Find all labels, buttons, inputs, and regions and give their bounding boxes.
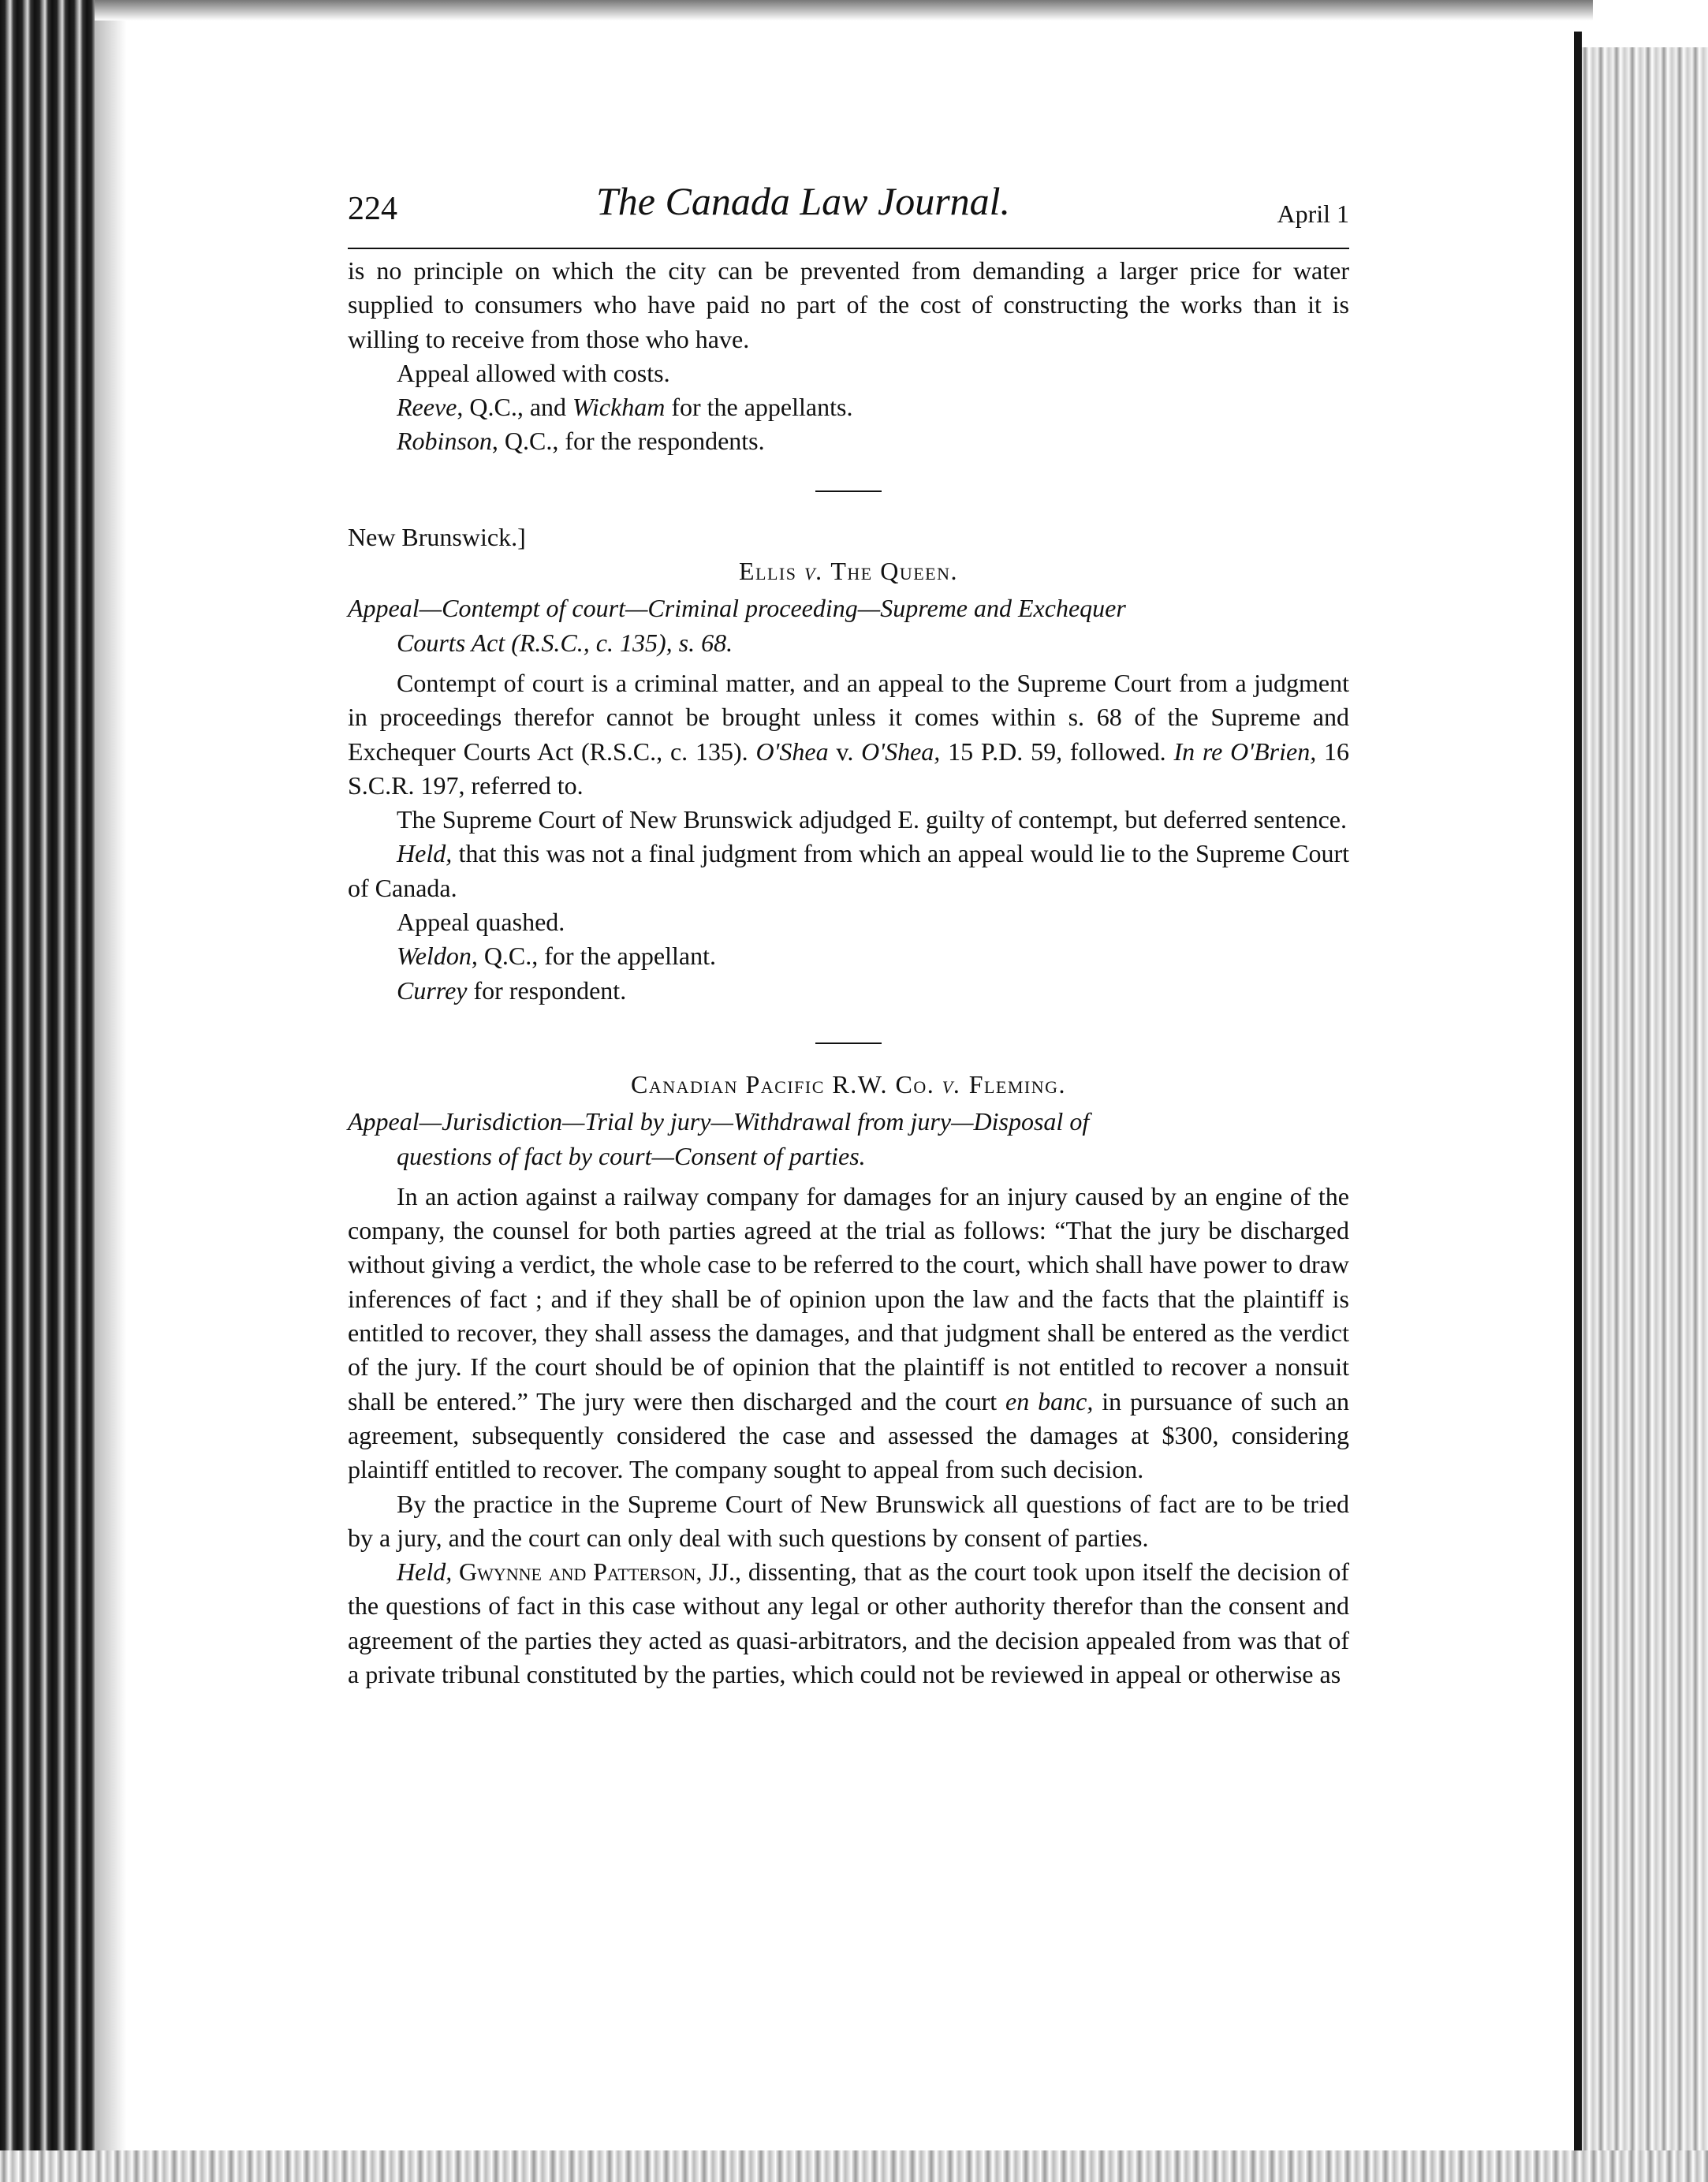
case2-counsel-appellant: [348, 939, 1349, 973]
scan-edge-top: [95, 0, 1593, 21]
counsel-text: , Q.C., and: [457, 393, 573, 422]
text: dissenting, that as the court took upon itself the decision of the questions of fact in this case without any legal or other authority therefor than the consent and agreement of the parties they acted as quasi-arbitrators, and the decision appealed from was that of a private tribunal constituted by the parties, which could not be reviewed in appeal or otherwise as: [348, 1557, 1350, 1688]
scan-edge-right: [1582, 47, 1708, 2182]
scan-edge-left-shadow: [95, 0, 126, 2182]
case-versus: v.: [942, 1069, 962, 1098]
case2-paragraph-1: [348, 666, 1349, 803]
case3-paragraph-2: By the practice in the Supreme Court of New Brunswick all questions of fact are to be tried by a jury, and the court can only deal with such questions by consent of parties.: [348, 1489, 1349, 1552]
case-headnote: [348, 1105, 1349, 1173]
case3-paragraph-1: [348, 1180, 1349, 1487]
case3-held: [348, 1555, 1349, 1692]
text: that this was not a final judgment from which an appeal would lie to the Supreme Court of Canada.: [348, 839, 1349, 902]
headnote-line: Appeal—Contempt of court—Criminal proceeding—Supreme and Exchequer: [348, 594, 1126, 623]
scan-edge-left: [0, 0, 95, 2182]
held-word: Held,: [397, 839, 453, 868]
case2-paragraph-2: The Supreme Court of New Brunswick adjudged E. guilty of contempt, but deferred sentence.: [397, 805, 1347, 834]
counsel-text: for the appellants.: [665, 393, 853, 422]
counsel-name: Robinson: [397, 427, 492, 456]
citation: O'Shea: [755, 737, 829, 766]
continued-paragraph: is no principle on which the city can be prevented from demanding a larger price for water supplied to consumers who have paid no part of the cost of constructing the works than it is willing to receive from those who have.: [348, 256, 1349, 353]
page-body: [348, 254, 1349, 1692]
scan-edge-right-shadow: [1574, 32, 1582, 2182]
case-party: Canadian Pacific R.W. Co.: [630, 1069, 935, 1098]
counsel-text: for respondent.: [467, 975, 627, 1005]
judges: Gwynne and Patterson, JJ.,: [452, 1557, 742, 1587]
case1-counsel-appellants: [348, 390, 1349, 424]
issue-date: April 1: [1277, 200, 1349, 228]
running-header: [348, 181, 1349, 249]
case-party: The Queen.: [830, 557, 958, 586]
case1-result: Appeal allowed with costs.: [397, 358, 670, 387]
section-divider: [815, 490, 882, 492]
headnote-line: questions of fact by court—Consent of parties.: [397, 1141, 866, 1170]
text: 15 P.D. 59, followed.: [940, 737, 1174, 766]
counsel-text: Q.C., for the appellant.: [477, 942, 716, 971]
case2-counsel-respondent: [348, 974, 1349, 1008]
text: In an action against a railway company for damages for an injury caused by an engine of the company, the counsel for both parties agreed at the trial as follows: “That the jury be discharged without giving a verdict, the whole case to be referred to the court, which shall have power to draw inferences of fact ; and if they shall be of opinion upon the law and the facts that the plaintiff is entitled to recover, they shall assess the damages, and that judgment shall be entered as the verdict of the jury. If the court should be of opinion that the plaintiff is not entitled to recover a nonsuit shall be entered.” The jury were then discharged and the court: [348, 1181, 1349, 1416]
headnote-line: Courts Act (R.S.C., c. 135), s. 68.: [397, 628, 733, 657]
court-label: New Brunswick.]: [348, 522, 526, 551]
text: Contempt of court is a criminal matter, and an appeal to the Supreme Court from a judgment in proceedings therefor cannot be brought unless it comes within s. 68 of the Supreme and Exchequer Courts Act (R.S.C., c. 135).: [348, 668, 1349, 766]
case-headnote: [348, 591, 1349, 660]
counsel-name: Weldon,: [397, 942, 478, 971]
section-divider: [815, 1043, 882, 1044]
headnote-line: Appeal—Jurisdiction—Trial by jury—Withdrawal from jury—Disposal of: [348, 1107, 1090, 1136]
case2-held: [348, 837, 1349, 905]
citation: In re O'Brien,: [1173, 737, 1317, 766]
counsel-name: Currey: [397, 975, 468, 1005]
counsel-name: Reeve: [397, 393, 457, 422]
case2-result: Appeal quashed.: [397, 908, 565, 937]
counsel-name: Wickham: [572, 393, 666, 422]
case-versus: v.: [804, 557, 824, 586]
case1-counsel-respondents: [348, 424, 1349, 458]
scan-edge-bottom: [0, 2150, 1708, 2182]
page-number: 224: [348, 191, 397, 227]
text: 16 S.C.R. 197, referred to.: [348, 737, 1350, 800]
citation: O'Shea,: [861, 737, 941, 766]
counsel-text: , Q.C., for the respondents.: [491, 427, 765, 456]
case-party: Fleming.: [968, 1069, 1067, 1098]
journal-title: The Canada Law Journal.: [596, 179, 1011, 223]
case-title: [348, 1068, 1349, 1102]
case-title: [348, 554, 1349, 588]
text: in pursuance of such an agreement, subsequently considered the case and assessed the damages at $300, considering plaintiff entitled to recover. The company sought to appeal from such decision.: [348, 1386, 1349, 1484]
case-party: Ellis: [738, 557, 797, 586]
latin-phrase: en banc,: [1005, 1386, 1094, 1416]
held-word: Held,: [397, 1557, 453, 1587]
journal-page: [348, 181, 1349, 1692]
text: v.: [828, 737, 862, 766]
